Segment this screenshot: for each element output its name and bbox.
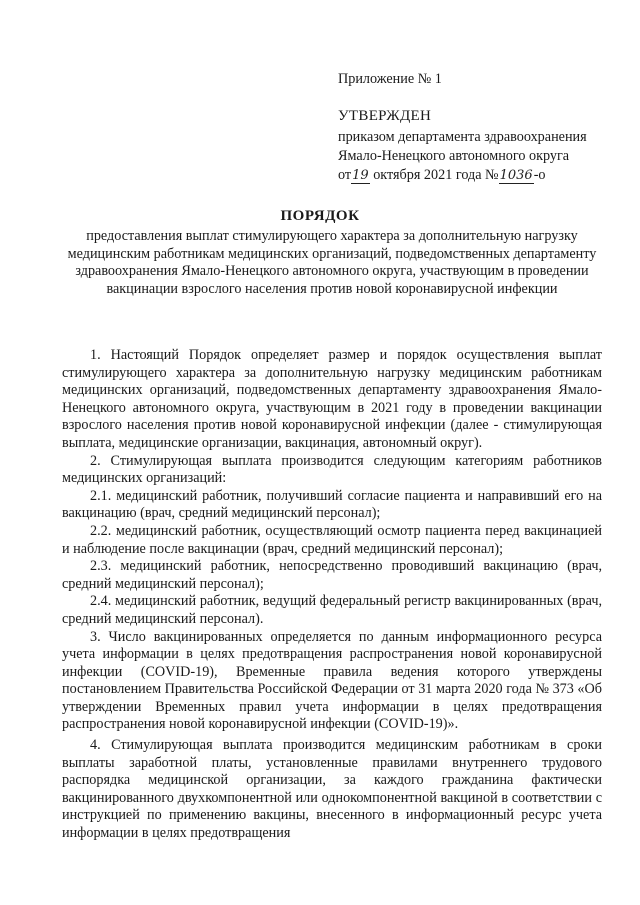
paragraph-1: 1. Настоящий Порядок определяет размер и порядок осуществления выплат стимулирующего характера за дополнительную нагрузку медицинским работникам медицинских организаций, подведомственных департаменту здравоохранения Ямало-Ненецкого автономного округа, участвующим в 2021 году в проведении вакцинации взрослого населения против новой коронавирусной инфекции (далее - стимулирующая выплата, медицинские организации, вакцинация, автономный округ). <box>62 347 602 451</box>
order-line-1: приказом департамента здравоохранения <box>338 129 587 145</box>
paragraph-2: 2. Стимулирующая выплата производится следующим категориям работников медицинских организаций: <box>62 452 602 487</box>
paragraph-2-4: 2.4. медицинский работник, ведущий федеральный регистр вакцинированных (врач, средний медицинский персонал). <box>62 593 602 627</box>
handwritten-day: 19 <box>352 168 369 183</box>
document-title: ПОРЯДОК <box>280 208 360 224</box>
date-prefix: от <box>338 167 352 183</box>
order-date-line <box>338 166 628 185</box>
paragraph-2-3: 2.3. медицинский работник, непосредственно проводивший вакцинацию (врач, средний медицинский персонал); <box>62 558 602 592</box>
approved-label: УТВЕРЖДЕН <box>338 108 432 124</box>
paragraph-4: 4. Стимулирующая выплата производится медицинским работникам в сроки выплаты заработной платы, установленные правилами внутреннего трудового распорядка медицинской организации, за каждого гражданина фактически вакцинированного двухкомпонентной или однокомпонентной вакциной в соответствии с инструкцией по применению вакцины, внесенного в информационный ресурс учета информации в целях предотвращения <box>62 737 602 842</box>
order-suffix: -о <box>533 167 546 183</box>
paragraph-3: 3. Число вакцинированных определяется по данным информационного ресурса учета информации в целях предотвращения распространения новой коронавирусной инфекции (COVID-19), Временные правила ведения которого утверждены постановлением Правительства Российской Федерации от 31 марта 2020 года № 373 «Об утверждении Временных правил учета информации в целях предотвращения распространения новой коронавирусной инфекции (COVID-19)». <box>62 628 602 733</box>
document-body <box>62 347 602 843</box>
paragraph-2-1: 2.1. медицинский работник, получивший согласие пациента и направивший его на вакцинацию (врач, средний медицинский персонал); <box>62 487 602 522</box>
annex-label: Приложение № 1 <box>338 71 442 87</box>
date-rest: октября 2021 года № <box>369 167 499 183</box>
approval-header <box>338 70 628 185</box>
paragraph-2-2: 2.2. медицинский работник, осуществляющий осмотр пациента перед вакцинацией и наблюдение после вакцинации (врач, средний медицинский персонал); <box>62 522 602 557</box>
document-subtitle: предоставления выплат стимулирующего характера за дополнительную нагрузку медицинским работникам медицинских организаций, подведомственных департаменту здравоохранения Ямало-Ненецкого автономного округа, участвующим в проведении вакцинации взрослого населения против новой коронавирусной инфекции <box>67 228 597 297</box>
handwritten-order-number: 1036 <box>499 168 533 183</box>
order-line-2: Ямало-Ненецкого автономного округа <box>338 148 570 164</box>
